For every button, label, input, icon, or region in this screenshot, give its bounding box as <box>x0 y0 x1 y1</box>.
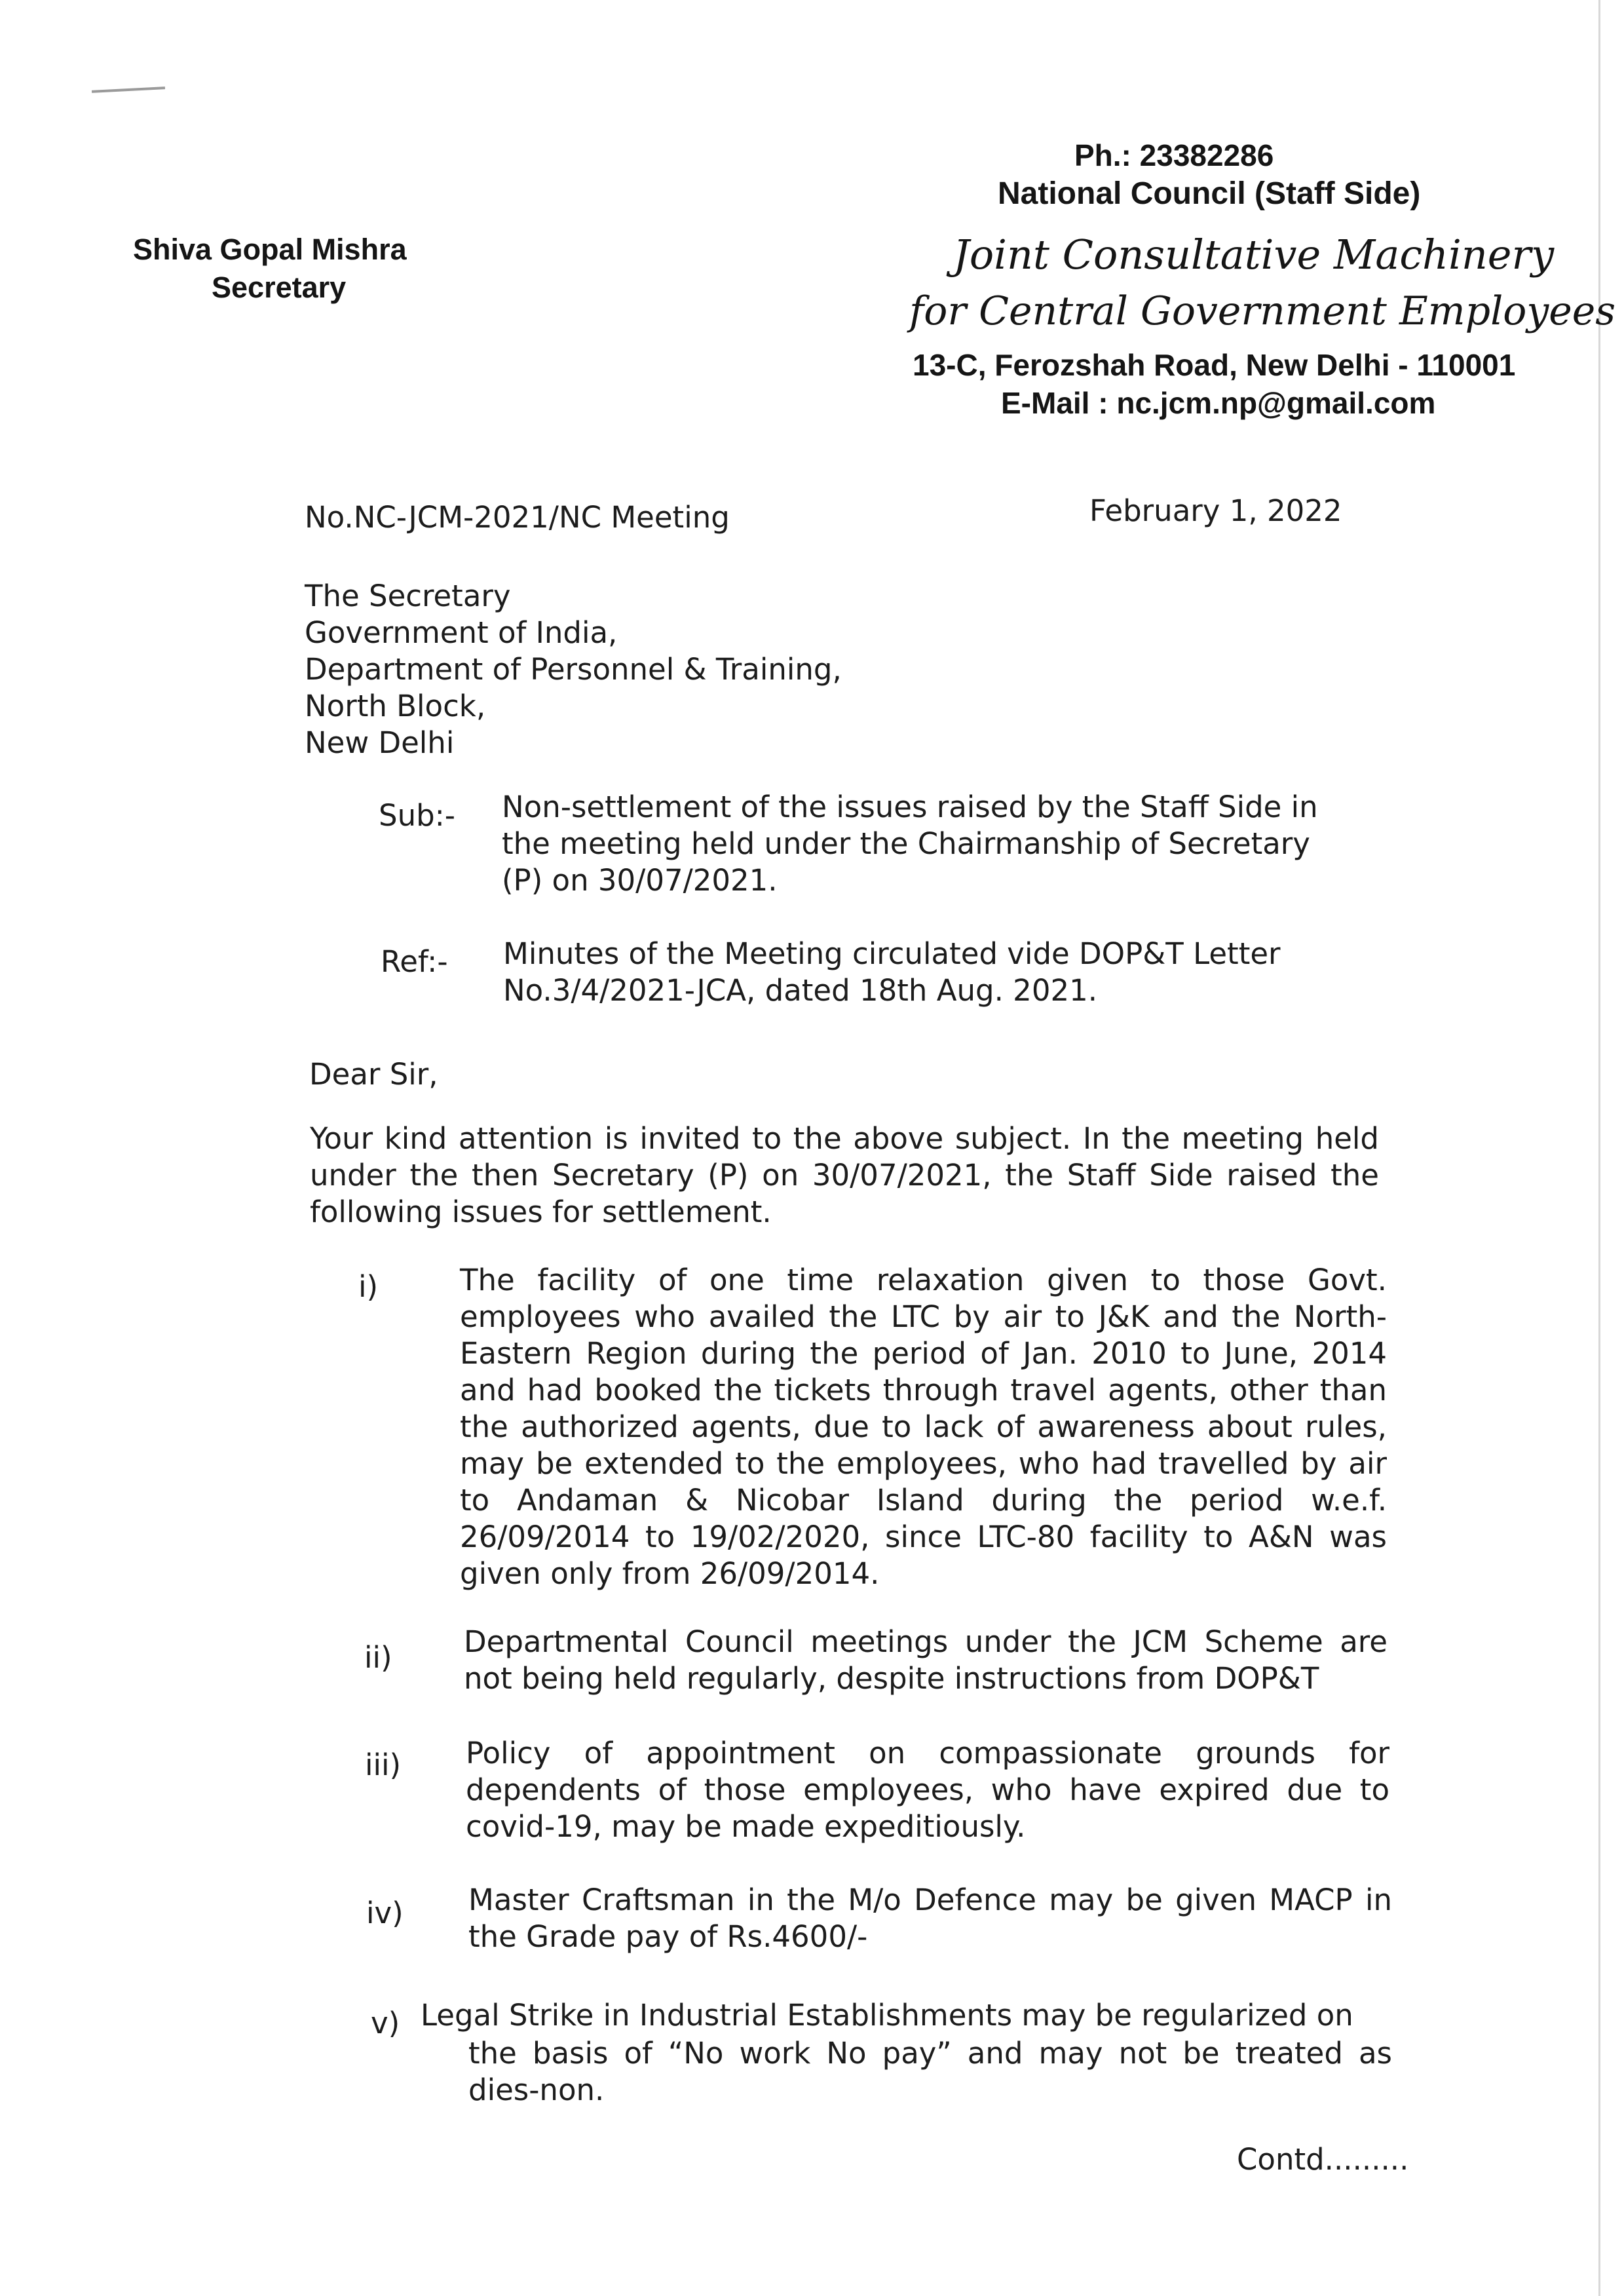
letterhead-script-line2: for Central Government Employees <box>909 288 1616 334</box>
letter-reference-number: No.NC-JCM-2021/NC Meeting <box>305 500 730 535</box>
addressee-line: The Secretary <box>305 579 511 613</box>
signatory-title: Secretary <box>212 271 347 304</box>
continued-marker: Contd......... <box>1237 2142 1409 2177</box>
issue-number: i) <box>358 1269 379 1304</box>
issue-text: Master Craftsman in the M/o Defence may be given MACP in the Grade pay of Rs.4600/- <box>468 1883 1392 1954</box>
letter-date: February 1, 2022 <box>1089 493 1342 528</box>
issue-text: Policy of appointment on compassionate grounds for dependents of those employees, who have expired due to covid-19, may be made expeditiously. <box>466 1736 1389 1844</box>
issue-text: The facility of one time relaxation given to those Govt. employees who availed the LTC by air to J&K and the North-Eastern Region during the period of Jan. 2010 to June, 2014 and had booked the tickets through travel agents, other than the authorized agents, due to lack of awareness about rules, may be extended to the employees, who had travelled by air to Andaman & Nicobar Island during the period w.e.f. 26/09/2014 to 19/02/2020, since LTC-80 facility to A&N was given only from 26/09/2014. <box>460 1263 1387 1591</box>
reference-text <box>503 936 1281 1009</box>
issue-text: the basis of “No work No pay” and may not be treated as dies-non. <box>468 2036 1392 2107</box>
subject-label: Sub:- <box>379 798 456 833</box>
addressee-line: New Delhi <box>305 725 455 760</box>
addressee-line: Government of India, <box>305 615 618 650</box>
addressee-block <box>305 578 842 761</box>
subject-line: (P) on 30/07/2021. <box>502 863 778 898</box>
issue-text: Departmental Council meetings under the JCM Scheme are not being held regularly, despite instructions from DOP&T <box>464 1624 1388 1696</box>
issue-number: iv) <box>366 1896 404 1930</box>
reference-label: Ref:- <box>381 944 448 979</box>
organization-email: E-Mail : nc.jcm.np@gmail.com <box>1001 386 1436 420</box>
issue-number: v) <box>371 2006 400 2040</box>
subject-line: the meeting held under the Chairmanship of Secretary <box>502 826 1310 861</box>
reference-line: Minutes of the Meeting circulated vide DOP&T Letter <box>503 936 1281 971</box>
addressee-line: North Block, <box>305 689 486 723</box>
letterhead-script-line1: Joint Consultative Machinery <box>953 231 1555 278</box>
issue-number: ii) <box>364 1640 392 1675</box>
intro-paragraph: Your kind attention is invited to the above subject. In the meeting held under the then Secretary (P) on 30/07/2021, the Staff Side raised the following issues for settlement. <box>310 1121 1379 1229</box>
subject-text <box>502 789 1318 899</box>
subject-line: Non-settlement of the issues raised by the Staff Side in <box>502 790 1318 824</box>
signatory-name: Shiva Gopal Mishra <box>133 233 407 266</box>
reference-line: No.3/4/2021-JCA, dated 18th Aug. 2021. <box>503 973 1098 1008</box>
addressee-line: Department of Personnel & Training, <box>305 652 842 687</box>
organization-address: 13-C, Ferozshah Road, New Delhi - 110001 <box>913 348 1516 382</box>
scan-mark <box>92 86 165 93</box>
salutation: Dear Sir, <box>309 1057 438 1092</box>
issue-text-first-line: Legal Strike in Industrial Establishments may be regularized on <box>421 1998 1353 2033</box>
issue-number: iii) <box>365 1748 402 1782</box>
organization-name: National Council (Staff Side) <box>998 176 1421 211</box>
right-edge-shadow <box>1598 0 1600 2296</box>
phone-number: Ph.: 23382286 <box>1074 138 1274 172</box>
